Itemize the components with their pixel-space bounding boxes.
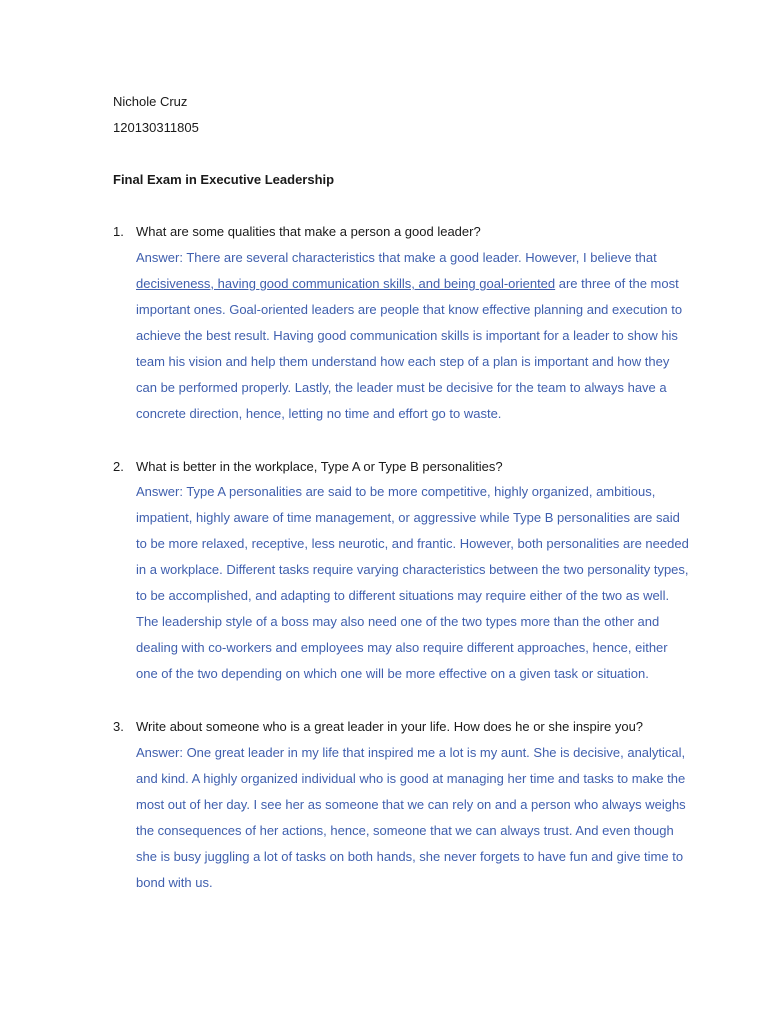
answer-line: the consequences of her actions, hence, someone that we can always trust. And even though	[136, 823, 674, 838]
question-number: 2.	[113, 459, 124, 474]
answer-line: in a workplace. Different tasks require varying characteristics between the two personality types,	[136, 562, 689, 577]
answer-line: to be more relaxed, receptive, less neurotic, and frantic. However, both personalities are needed	[136, 536, 689, 551]
author-name: Nichole Cruz	[113, 94, 188, 109]
answer-block	[136, 245, 681, 427]
answer-line: most out of her day. I see her as someone that we can rely on and a person who always weighs	[136, 797, 686, 812]
answer-line: can be performed properly. Lastly, the leader must be decisive for the team to always have a	[136, 380, 667, 395]
answer-block	[136, 740, 686, 896]
document-title: Final Exam in Executive Leadership	[113, 172, 335, 187]
answer-line: and kind. A highly organized individual who is good at managing her time and tasks to make the	[136, 771, 686, 786]
answer-line: team his vision and help them understand how each step of a plan is important and how they	[136, 354, 670, 369]
answer-line: important ones. Goal-oriented leaders are people that know effective planning and execution to	[136, 302, 683, 317]
question-number: 3.	[113, 719, 124, 734]
question-text: Write about someone who is a great leader in your life. How does he or she inspire you?	[136, 719, 644, 734]
underlined-phrase: decisiveness, having good communication skills, and being goal-oriented	[136, 276, 556, 291]
answer-line-rest: are three of the most	[555, 276, 679, 291]
answer-line: achieve the best result. Having good communication skills is important for a leader to show his	[136, 328, 678, 343]
answer-line: one of the two depending on which one will be more effective on a given task or situation.	[136, 666, 649, 681]
question-number: 1.	[113, 224, 124, 239]
answer-line: concrete direction, hence, letting no time and effort go to waste.	[136, 406, 502, 421]
answer-line: Answer: There are several characteristics that make a good leader. However, I believe that	[136, 250, 657, 265]
question-text: What are some qualities that make a person a good leader?	[136, 224, 481, 239]
answer-line: dealing with co-workers and employees may also require different approaches, hence, either	[136, 640, 668, 655]
answer-block	[136, 479, 689, 687]
student-id: 120130311805	[113, 120, 199, 135]
answer-line: Answer: Type A personalities are said to be more competitive, highly organized, ambitious,	[136, 484, 656, 499]
answer-line-with-underline	[136, 271, 681, 297]
question-text: What is better in the workplace, Type A or Type B personalities?	[136, 459, 503, 474]
answer-line: The leadership style of a boss may also need one of the two types more than the other and	[136, 614, 660, 629]
answer-line: to be accomplished, and adapting to different situations may require either of the two as well.	[136, 588, 670, 603]
answer-line: she is busy juggling a lot of tasks on both hands, she never forgets to have fun and give time to	[136, 849, 684, 864]
answer-line: impatient, highly aware of time management, or aggressive while Type B personalities are said	[136, 510, 680, 525]
answer-line: bond with us.	[136, 875, 213, 890]
answer-line: Answer: One great leader in my life that inspired me a lot is my aunt. She is decisive, analytical,	[136, 745, 686, 760]
